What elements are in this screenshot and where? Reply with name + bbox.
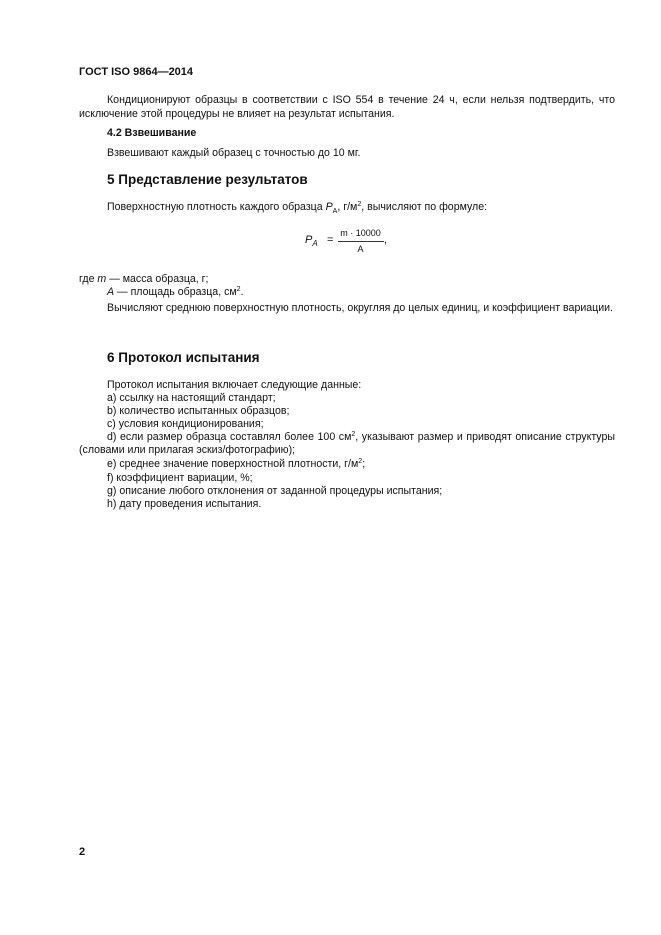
- formula-numerator: m · 10000: [340, 228, 381, 238]
- protocol-item-d: d) если размер образца составлял более 100 $см^2$, указывают размер и приводят описание структуры (словами или прилагая эскиз/фотографию);: [79, 431, 615, 456]
- area-symbol: A: [107, 286, 115, 298]
- density-intro: [107, 201, 487, 215]
- density-formula: [305, 229, 415, 259]
- density-unit-sup: 2: [357, 201, 362, 208]
- section-5-heading: 5 Представление результатов: [107, 172, 308, 187]
- formula-lhs: $P_A$: [305, 234, 318, 249]
- weighing-text: Взвешивают каждый образец с точностью до 10 мг.: [107, 147, 361, 159]
- protocol-item-f: f) коэффициент вариации, %;: [107, 472, 253, 484]
- density-unit: , г/м: [337, 201, 358, 213]
- formula-equals: =: [327, 234, 334, 246]
- protocol-item-h: h) дату проведения испытания.: [107, 498, 262, 510]
- formula-denominator: A: [357, 244, 364, 254]
- where-mass-line: где m — масса образца, г;: [79, 273, 209, 285]
- density-symbol: P: [325, 201, 333, 213]
- density-intro-text: Поверхностную плотность каждого образца: [107, 201, 323, 213]
- section-4-2-heading: 4.2 Взвешивание: [107, 127, 197, 139]
- protocol-item-b: b) количество испытанных образцов;: [107, 405, 290, 417]
- formula-comma: ,: [384, 234, 388, 246]
- protocol-item-a: a) ссылку на настоящий стандарт;: [107, 392, 276, 404]
- density-intro-end: , вычисляют по формуле:: [361, 201, 488, 213]
- mass-symbol: m: [97, 273, 107, 285]
- protocol-item-g: g) описание любого отклонения от заданной процедуры испытания;: [107, 485, 443, 497]
- protocol-item-c: c) условия кондиционирования;: [107, 418, 264, 430]
- protocol-intro: Протокол испытания включает следующие данные:: [107, 379, 362, 391]
- where-area-line: A — площадь образца, $см^2$.: [107, 286, 244, 298]
- document-header: ГОСТ ISO 9864—2014: [79, 66, 194, 78]
- conditioning-paragraph: Кондиционируют образцы в соответствии с ISO 554 в течение 24 ч, если нельзя подтвердить, что исключение этой процедуры не влияет на результат испытания.: [79, 94, 615, 120]
- page-number: 2: [79, 846, 86, 858]
- conclusion-paragraph: Вычисляют среднюю поверхностную плотность, округляя до целых единиц, и коэффициент вариации.: [107, 302, 614, 314]
- section-6-heading: 6 Протокол испытания: [107, 350, 260, 365]
- protocol-item-e: e) среднее значение поверхностной плотности, $г/м^2$;: [107, 458, 366, 470]
- density-symbol-sub: A: [332, 208, 338, 216]
- formula-fraction-bar: [338, 241, 384, 242]
